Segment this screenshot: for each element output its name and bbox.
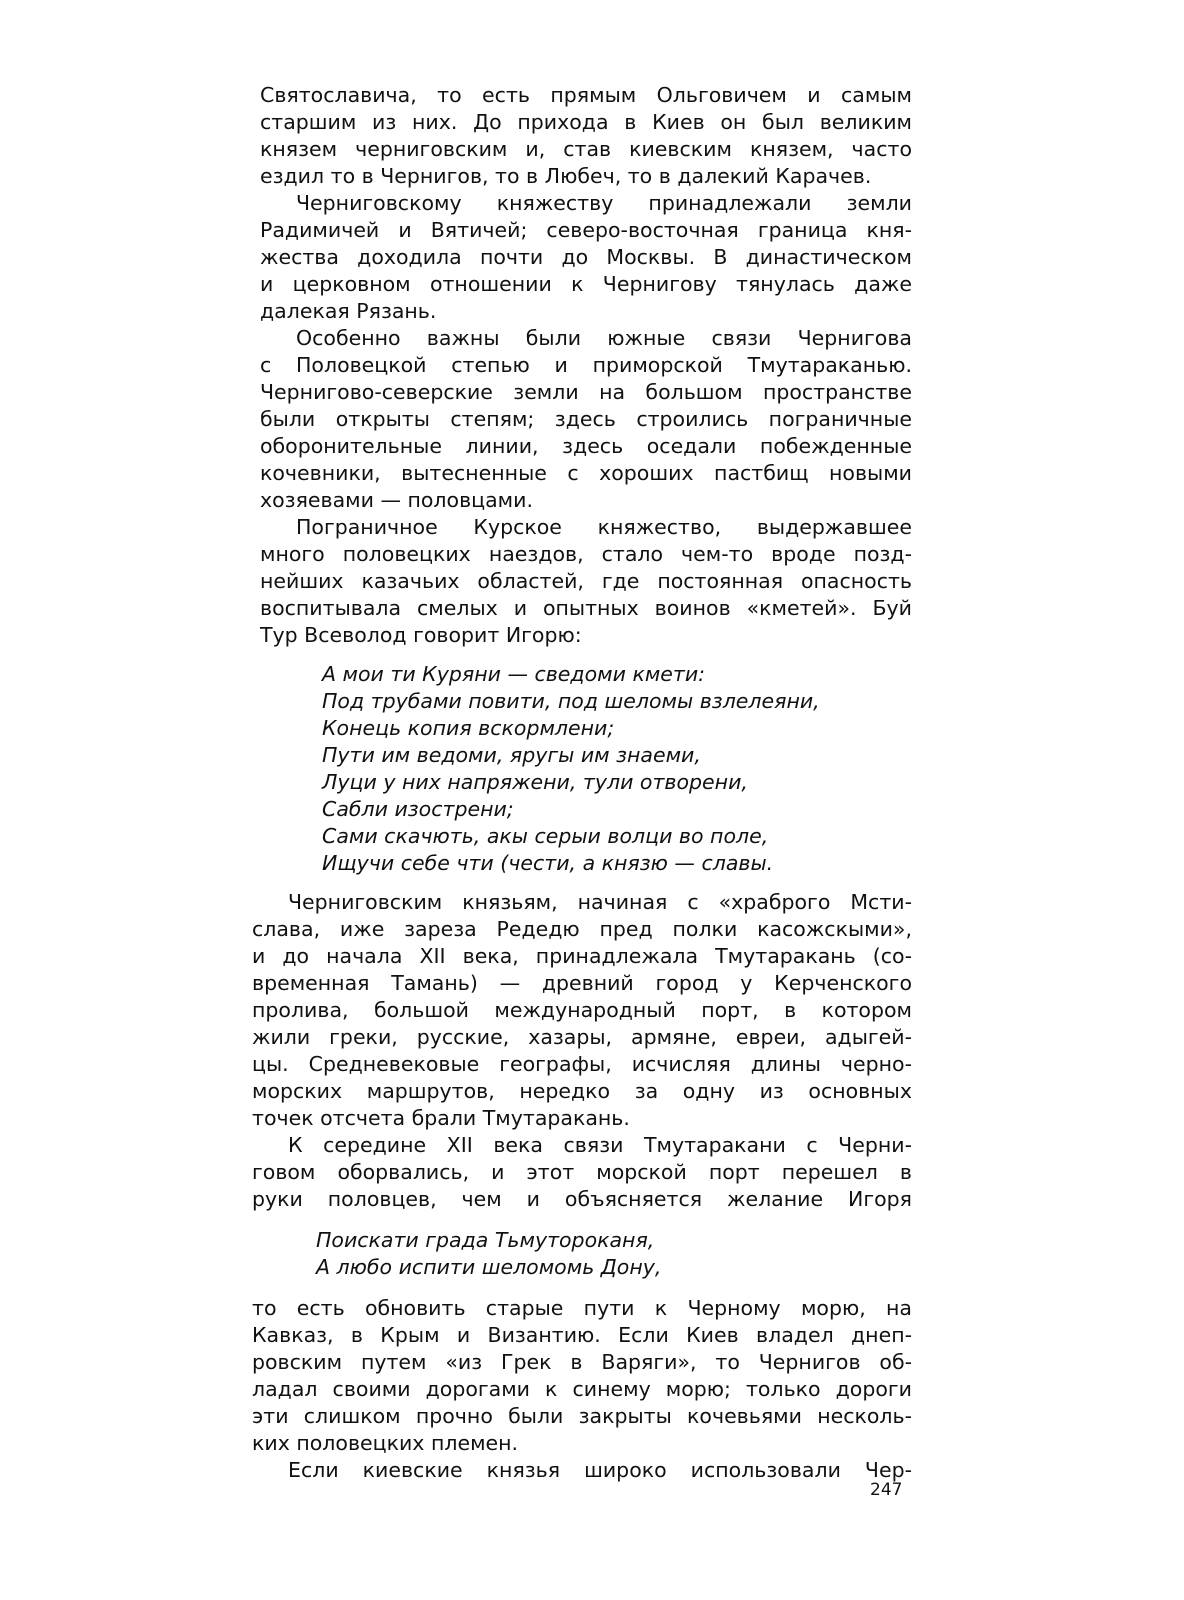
text-line: Чернигово-северские земли на большом пространстве [260, 380, 912, 404]
text-line: Если киевские князья широко использовали Чер- [288, 1458, 912, 1482]
verse-line: Конець копия вскормлени; [322, 716, 615, 740]
text-line: Кавказ, в Крым и Византию. Если Киев владел днеп- [252, 1323, 912, 1347]
verse-line: Под трубами повити, под шеломы взлелеяни, [322, 689, 820, 713]
text-line: с Половецкой степью и приморской Тмутараканью. [260, 353, 912, 377]
page-number: 247 [870, 1480, 903, 1500]
paragraph-6 [252, 1132, 912, 1213]
text-line: ездил то в Чернигов, то в Любеч, то в далекий Карачев. [260, 164, 872, 188]
text-line: кочевники, вытесненные с хороших пастбищ новыми [260, 461, 912, 485]
verse-line: Ищучи себе чти (чести, а князю — славы. [322, 851, 774, 875]
text-line: ладал своими дорогами к синему морю; только дороги [252, 1377, 912, 1401]
text-line: говом оборвались, и этот морской порт перешел в [252, 1160, 912, 1184]
verse-line: Пути им ведоми, яругы им знаеми, [322, 743, 701, 767]
verse-quote-1 [322, 661, 912, 877]
text-line: ровским путем «из Грек в Варяги», то Чернигов об- [252, 1350, 912, 1374]
text-line: эти слишком прочно были закрыты кочевьями несколь- [252, 1404, 912, 1428]
paragraph-5 [252, 889, 912, 1132]
text-line: нейших казачьих областей, где постоянная опасность [260, 569, 912, 593]
text-line: оборонительные линии, здесь оседали побежденные [260, 434, 912, 458]
text-line: руки половцев, чем и объясняется желание Игоря [252, 1187, 912, 1211]
text-line: жества доходила почти до Москвы. В династическом [260, 245, 912, 269]
text-line: Тур Всеволод говорит Игорю: [260, 623, 582, 647]
paragraph-8 [252, 1457, 912, 1484]
paragraph-7 [252, 1295, 912, 1457]
text-line: Черниговскому княжеству принадлежали земли [296, 191, 912, 215]
text-line: то есть обновить старые пути к Черному морю, на [252, 1296, 912, 1320]
text-line: Пограничное Курское княжество, выдержавшее [296, 515, 912, 539]
text-line: воспитывала смелых и опытных воинов «кметей». Буй [260, 596, 912, 620]
text-line: жили греки, русские, хазары, армяне, евреи, адыгей- [252, 1025, 912, 1049]
text-line: хозяевами — половцами. [260, 488, 533, 512]
text-line: и до начала XII века, принадлежала Тмутаракань (со- [252, 944, 912, 968]
verse-line: Сабли изострени; [322, 797, 514, 821]
text-line: К середине XII века связи Тмутаракани с Черни- [288, 1133, 912, 1157]
text-line: точек отсчета брали Тмутаракань. [252, 1106, 630, 1130]
verse-line: А мои ти Куряни — сведоми кмети: [322, 662, 706, 686]
paragraph-2 [260, 190, 912, 325]
text-line: и церковном отношении к Чернигову тянулась даже [260, 272, 912, 296]
verse-line: Луци у них напряжени, тули отворени, [322, 770, 748, 794]
text-line: Особенно важны были южные связи Чернигова [296, 326, 912, 350]
verse-quote-2 [316, 1227, 912, 1281]
text-line: морских маршрутов, нередко за одну из основных [252, 1079, 912, 1103]
text-line: цы. Средневековые географы, исчисляя длины черно- [252, 1052, 912, 1076]
text-line: слава, иже зареза Редедю пред полки касожскыми», [252, 917, 912, 941]
paragraph-3 [260, 325, 912, 514]
text-line: пролива, большой международный порт, в котором [252, 998, 912, 1022]
verse-line: А любо испити шеломомь Дону, [316, 1255, 662, 1279]
book-page [252, 82, 912, 1562]
text-line: временная Тамань) — древний город у Керченского [252, 971, 912, 995]
text-line: старшим из них. До прихода в Киев он был великим [260, 110, 912, 134]
verse-line: Сами скачють, акы серыи волци во поле, [322, 824, 769, 848]
text-line: князем черниговским и, став киевским князем, часто [260, 137, 912, 161]
paragraph-4 [260, 514, 912, 649]
verse-line: Поискати града Тьмутороканя, [316, 1228, 655, 1252]
text-line: Черниговским князьям, начиная с «храброго Мсти- [288, 890, 912, 914]
text-line: Святославича, то есть прямым Ольговичем и самым [260, 83, 912, 107]
text-line: Радимичей и Вятичей; северо-восточная граница кня- [260, 218, 912, 242]
text-line: были открыты степям; здесь строились пограничные [260, 407, 912, 431]
text-line: далекая Рязань. [260, 299, 437, 323]
paragraph-1 [260, 82, 912, 190]
text-line: ких половецких племен. [252, 1431, 519, 1455]
text-line: много половецких наездов, стало чем-то вроде позд- [260, 542, 912, 566]
